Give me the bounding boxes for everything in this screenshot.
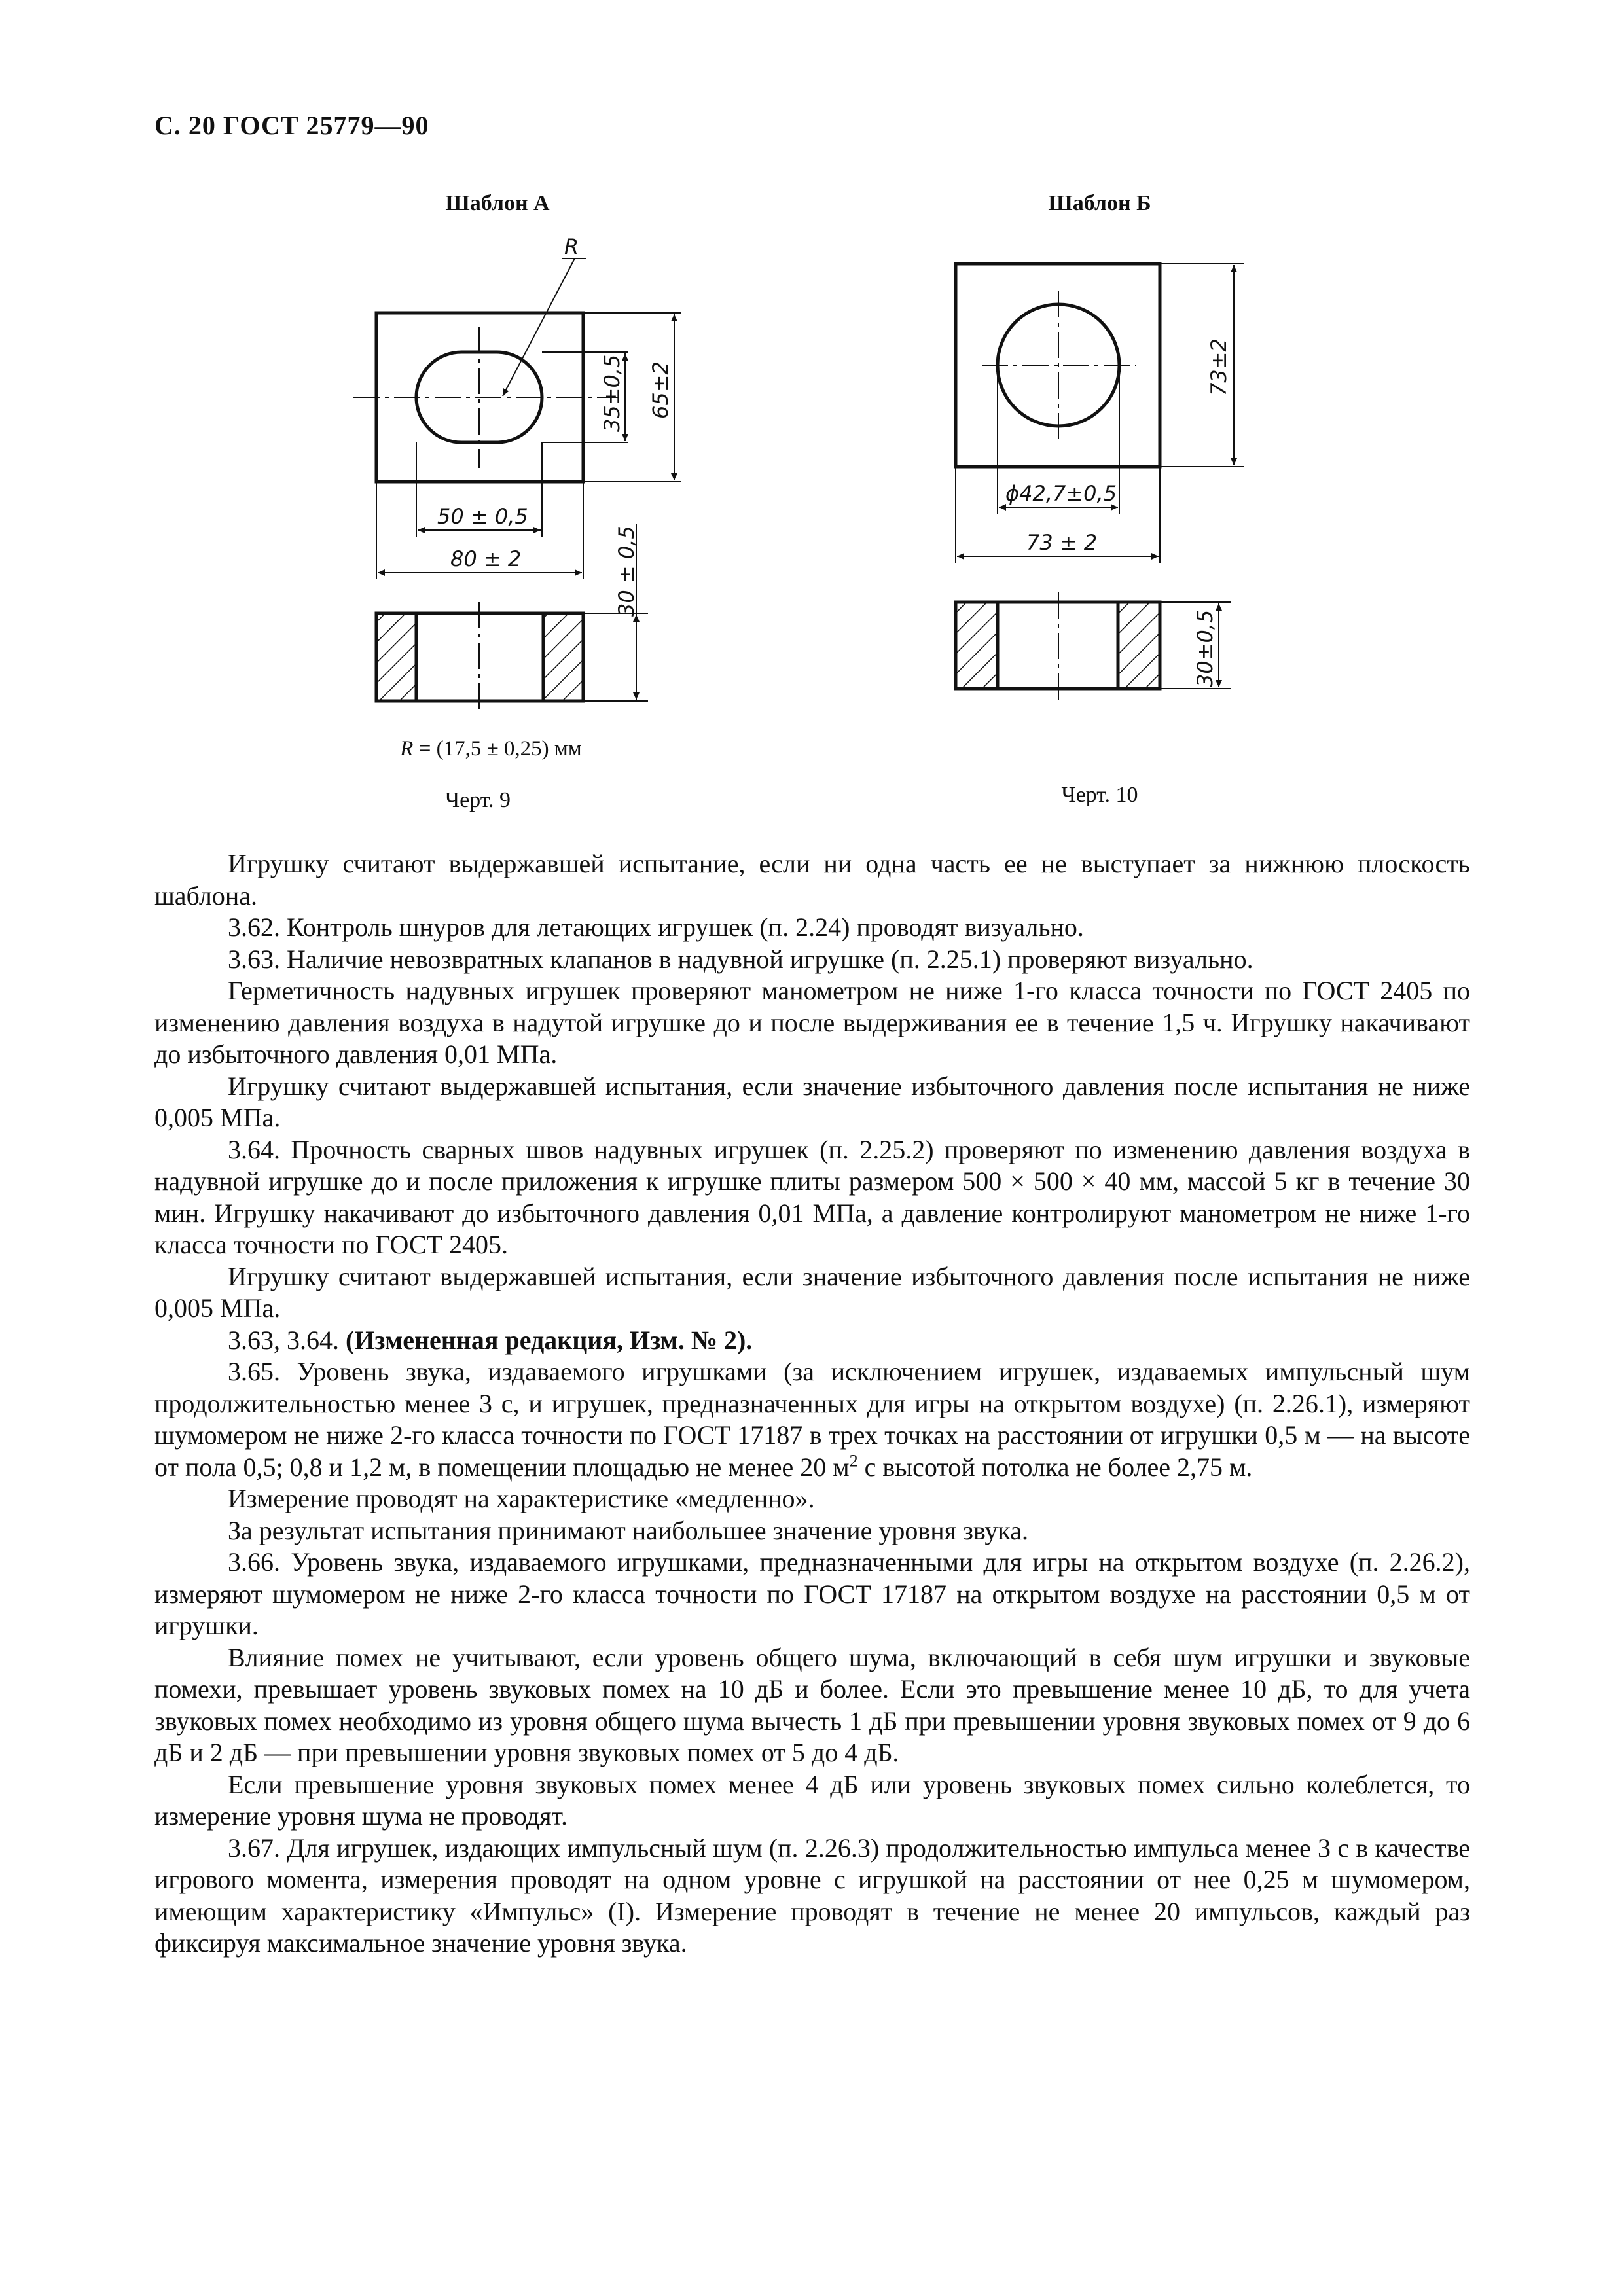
template-a-dim-50: 50 ± 0,5 — [437, 504, 528, 529]
template-b-dim-30: 30±0,5 — [1193, 609, 1217, 687]
radius-formula — [327, 737, 655, 761]
paragraph-3-63: 3.63. Наличие невозвратных клапанов в надувной игрушке (п. 2.25.1) проверяют визуально. — [228, 944, 1253, 974]
paragraph-3-66: 3.66. Уровень звука, издаваемого игрушками, предназначенными для игры на открытом воздухе (п. 2.26.2), измеряют шумомером не ниже 2-го класса точности по ГОСТ 17187 на открытом воздухе на расстоянии 0,5 м от игрушки. — [154, 1547, 1470, 1640]
figure-10-caption: Черт. 10 — [1061, 783, 1138, 807]
template-b-dimension-lines — [956, 264, 1244, 563]
amendment-note — [154, 1325, 1470, 1357]
amendment-prefix: 3.63, 3.64. — [228, 1325, 346, 1355]
paragraph-3-65-main: 3.65. Уровень звука, издаваемого игрушками (за исключением игрушек, издаваемых импульсный шум продолжительностью менее 3 с, и игрушек, предназначенных для игры на открытом воздухе) (п. 2.26.1), измеряют шумомером не ниже 2-го класса точности по ГОСТ 17187 в трех точках на расстоянии от игрушки 0,5 м — на высоте от пола 0,5; 0,8 и 1,2 м, в помещении площадью не менее 20 м — [154, 1357, 1470, 1482]
superscript-2: 2 — [849, 1451, 858, 1471]
page-header: С. 20 ГОСТ 25779—90 — [154, 111, 429, 140]
body-text — [154, 848, 1470, 1960]
figure-9-caption: Черт. 9 — [444, 788, 511, 812]
template-b-centerlines — [982, 291, 1136, 439]
paragraph-3-64: 3.64. Прочность сварных швов надувных игрушек (п. 2.25.2) проверяют по изменению давления воздуха в надувной игрушке до и после приложения к игрушке плиты размером 500 × 500 × 40 мм, массой 5 кг в течение 30 мин. Игрушку накачивают до избыточного давления 0,01 МПа, а давление контролируют манометром не ниже 1-го класса точности по ГОСТ 2405. — [154, 1134, 1470, 1259]
paragraph-3-62: 3.62. Контроль шнуров для летающих игрушек (п. 2.24) проводят визуально. — [228, 912, 1084, 942]
paragraph: Измерение проводят на характеристике «медленно». — [228, 1484, 815, 1513]
formula-value: = (17,5 ± 0,25) мм — [413, 737, 582, 761]
template-b-title: Шаблон Б — [1048, 191, 1151, 215]
paragraph-3-67: 3.67. Для игрушек, издающих импульсный шум (п. 2.26.3) продолжительностью импульса менее 3 с в качестве игрового момента, измерения проводят на одном уровне с игрушкой на расстоянии от нее 0,25 м шумомером, имеющим характеристику «Импульс» (I). Измерение проводят в течение не менее 20 импульсов, каждый раз фиксируя максимальное значение уровня звука. — [154, 1833, 1470, 1958]
template-b-dim-diameter: ϕ42,7±0,5 — [1005, 481, 1117, 506]
template-a-centerlines — [353, 327, 619, 468]
template-a-dim-65: 65±2 — [648, 361, 673, 419]
template-a-dim-80: 80 ± 2 — [450, 547, 522, 571]
template-a-dim-35: 35±0,5 — [600, 354, 624, 432]
paragraph-3-65-end: с высотой потолка не более 2,75 м. — [857, 1452, 1253, 1482]
formula-r-symbol: R — [400, 737, 414, 761]
template-a-radius-label: R — [564, 234, 579, 259]
paragraph: Влияние помех не учитывают, если уровень общего шума, включающий в себя шум игрушки и звуковые помехи, превышает уровень звуковых помех на 10 дБ и более. Если это превышение менее 10 дБ, то для учета звуковых помех необходимо из уровня общего шума вычесть 1 дБ при превышении уровня звуковых помех от 9 до 6 дБ и 2 дБ — при превышении уровня звуковых помех от 5 до 4 дБ. — [154, 1642, 1470, 1767]
template-a-dim-30: 30 ± 0,5 — [614, 526, 639, 617]
paragraph: Игрушку считают выдержавшей испытания, если значение избыточного давления после испытания не ниже 0,005 МПа. — [154, 1071, 1470, 1132]
template-a-title: Шаблон А — [445, 191, 550, 215]
amendment-bold: (Измененная редакция, Изм. № 2). — [346, 1325, 753, 1355]
paragraph: За результат испытания принимают наибольшее значение уровня звука. — [228, 1515, 1029, 1545]
paragraph: Если превышение уровня звуковых помех менее 4 дБ или уровень звуковых помех сильно колеблется, то измерение уровня шума не проводят. — [154, 1769, 1470, 1831]
technical-drawings — [0, 0, 1622, 851]
paragraph: Игрушку считают выдержавшей испытания, если значение избыточного давления после испытания не ниже 0,005 МПа. — [154, 1261, 1470, 1323]
template-b-dim-73-horizontal: 73 ± 2 — [1026, 530, 1098, 555]
paragraph-3-65 — [154, 1356, 1470, 1483]
template-b-dim-73-vertical: 73±2 — [1206, 338, 1231, 396]
paragraph: Игрушку считают выдержавшей испытание, если ни одна часть ее не выступает за нижнюю плоскость шаблона. — [154, 849, 1470, 910]
paragraph: Герметичность надувных игрушек проверяют манометром не ниже 1-го класса точности по ГОСТ 2405 по изменению давления воздуха в надутой игрушке до и после выдерживания ее в течение 1,5 ч. Игрушку накачивают до избыточного давления 0,01 МПа. — [154, 976, 1470, 1069]
